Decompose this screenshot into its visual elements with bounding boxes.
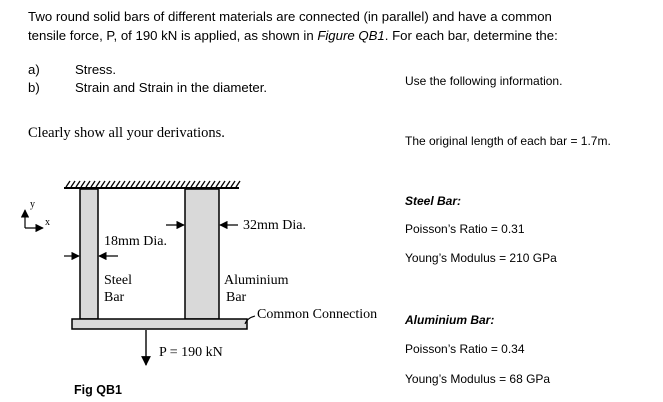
hatch-line bbox=[76, 181, 80, 187]
hatch-line bbox=[171, 181, 175, 187]
load-label: P = 190 kN bbox=[159, 345, 223, 360]
aluminium-bar bbox=[185, 189, 219, 319]
hatch-line bbox=[101, 181, 105, 187]
hatch-line bbox=[206, 181, 210, 187]
hatch-line bbox=[191, 181, 195, 187]
hatch-line bbox=[176, 181, 180, 187]
hatch-line bbox=[186, 181, 190, 187]
hatch-line bbox=[106, 181, 110, 187]
question-line-1: Two round solid bars of different materials are connected (in parallel) and have a common bbox=[28, 9, 552, 24]
figure-caption: Fig QB1 bbox=[74, 383, 122, 397]
hatch-line bbox=[86, 181, 90, 187]
hatch-line bbox=[231, 181, 235, 187]
axis-indicator bbox=[25, 210, 43, 228]
steel-youngs: Young’s Modulus = 210 GPa bbox=[405, 251, 557, 265]
steel-diameter-label: 18mm Dia. bbox=[104, 234, 167, 249]
hatch-line bbox=[181, 181, 185, 187]
hatch-line bbox=[221, 181, 225, 187]
hatch-line bbox=[96, 181, 100, 187]
question-line-2-prefix: tensile force, P, of 190 kN is applied, as shown in bbox=[28, 28, 318, 43]
hatch-line bbox=[116, 181, 120, 187]
alu-heading: Aluminium Bar: bbox=[405, 313, 495, 327]
axis-x-label: x bbox=[45, 217, 50, 228]
common-connection-plate bbox=[72, 319, 247, 329]
steel-heading: Steel Bar: bbox=[405, 194, 462, 208]
hatch-line bbox=[156, 181, 160, 187]
hatch-line bbox=[126, 181, 130, 187]
item-b-marker: b) bbox=[28, 80, 40, 95]
item-b-text: Strain and Strain in the diameter. bbox=[75, 80, 268, 95]
item-a-marker: a) bbox=[28, 62, 40, 77]
steel-bar bbox=[80, 189, 98, 319]
fixed-support bbox=[64, 181, 240, 188]
hatch-line bbox=[146, 181, 150, 187]
hatch-line bbox=[141, 181, 145, 187]
hatch-line bbox=[166, 181, 170, 187]
hatch-line bbox=[91, 181, 95, 187]
alu-diameter-label: 32mm Dia. bbox=[243, 218, 306, 233]
hatch-line bbox=[196, 181, 200, 187]
alu-youngs: Young’s Modulus = 68 GPa bbox=[405, 372, 551, 386]
instruction-text: Clearly show all your derivations. bbox=[28, 125, 225, 141]
hatch-line bbox=[131, 181, 135, 187]
steel-label-1: Steel bbox=[104, 273, 132, 288]
info-intro: Use the following information. bbox=[405, 74, 563, 88]
info-length: The original length of each bar = 1.7m. bbox=[405, 134, 611, 148]
figure-reference: Figure QB1 bbox=[317, 28, 385, 43]
steel-label-2: Bar bbox=[104, 290, 125, 305]
hatch-line bbox=[111, 181, 115, 187]
question-line-2-suffix: . For each bar, determine the: bbox=[384, 28, 558, 43]
hatch-line bbox=[211, 181, 215, 187]
alu-label-1: Aluminium bbox=[224, 273, 289, 288]
hatch-line bbox=[226, 181, 230, 187]
hatch-line bbox=[66, 181, 70, 187]
hatch-line bbox=[71, 181, 75, 187]
hatch-line bbox=[151, 181, 155, 187]
hatch-line bbox=[236, 181, 240, 187]
alu-label-2: Bar bbox=[226, 290, 247, 305]
hatch-line bbox=[121, 181, 125, 187]
alu-poisson: Poisson’s Ratio = 0.34 bbox=[405, 342, 525, 356]
connection-label: Common Connection bbox=[257, 307, 378, 322]
hatch-line bbox=[81, 181, 85, 187]
steel-poisson: Poisson’s Ratio = 0.31 bbox=[405, 222, 525, 236]
axis-y-label: y bbox=[30, 199, 35, 210]
hatch-line bbox=[136, 181, 140, 187]
item-a-text: Stress. bbox=[75, 62, 117, 77]
hatch-line bbox=[161, 181, 165, 187]
hatch-line bbox=[216, 181, 220, 187]
hatch-line bbox=[201, 181, 205, 187]
